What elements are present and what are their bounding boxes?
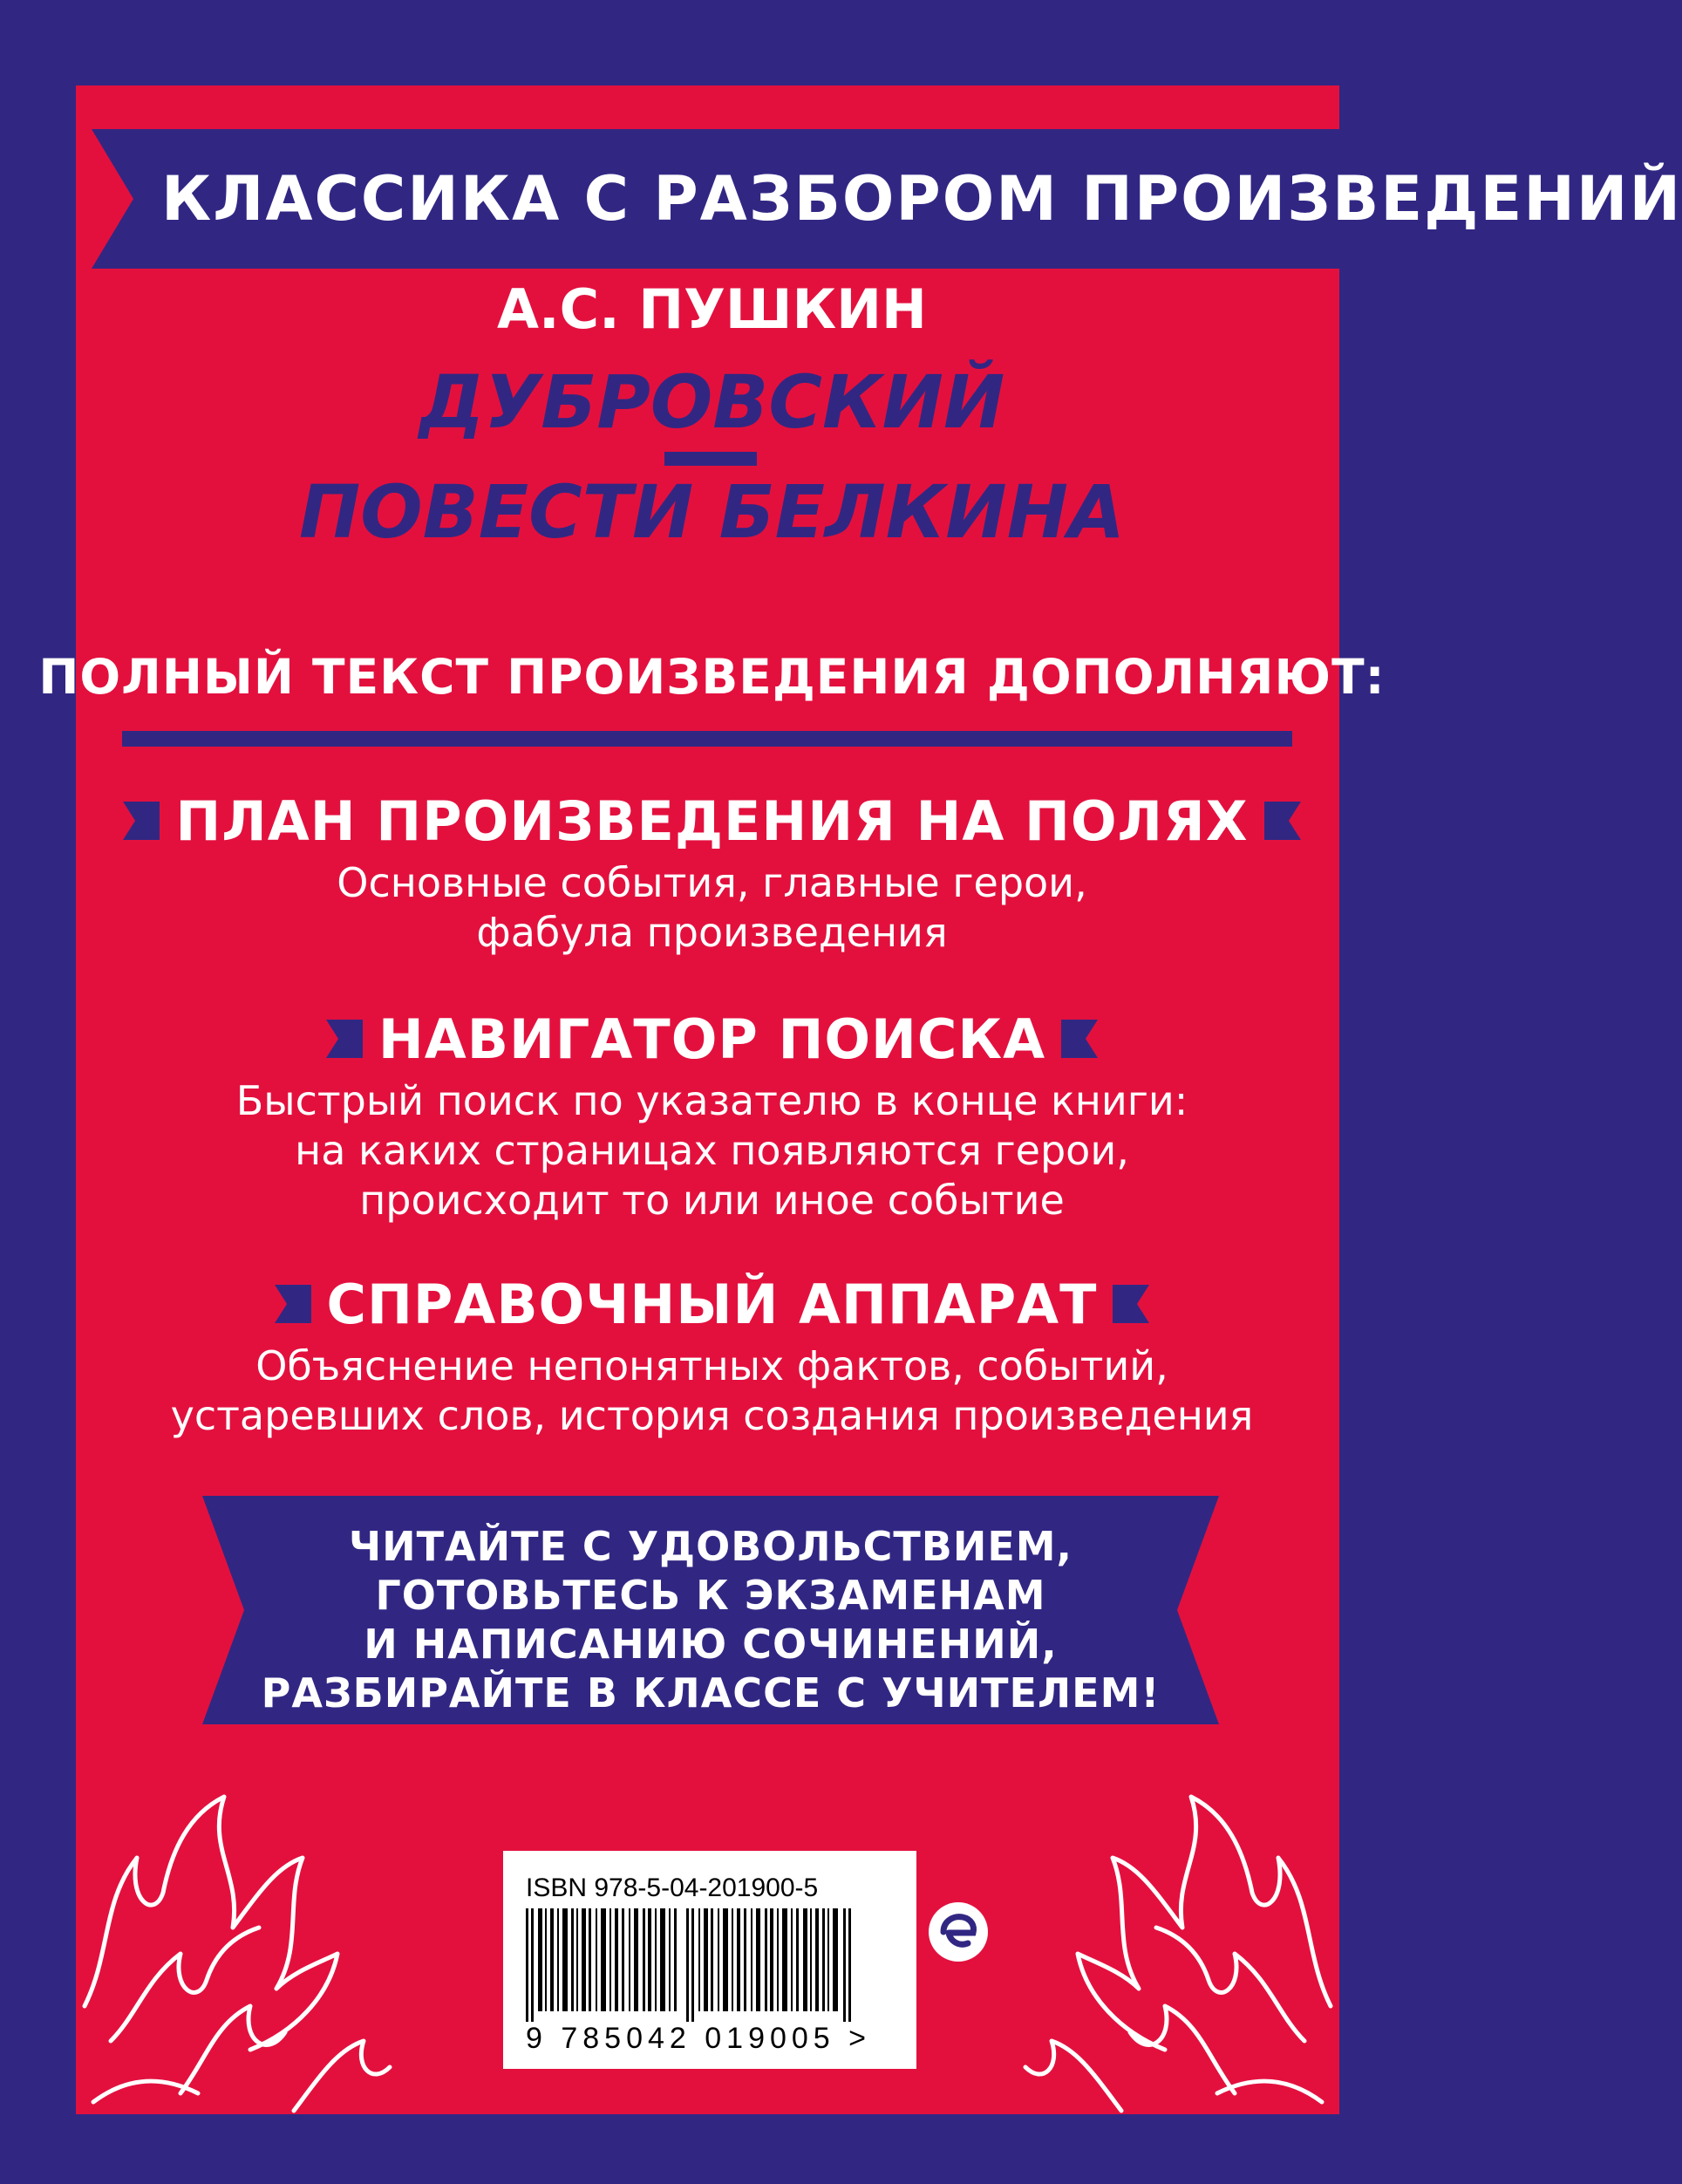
left-flag-icon	[123, 802, 160, 840]
barcode-digits: 9 785042 019005 >	[526, 2022, 872, 2055]
eksmo-logo-icon	[926, 1900, 991, 1964]
feature-text-line: на каких страницах появляются герои,	[295, 1127, 1129, 1174]
slogan-line: И НАПИСАНИЮ СОЧИНЕНИЙ,	[364, 1621, 1058, 1668]
barcode-icon	[526, 1908, 862, 2022]
feature-text-line: фабула произведения	[476, 909, 948, 956]
slogan-banner	[202, 1496, 1219, 1724]
isbn-block	[503, 1851, 916, 2069]
title-dash	[664, 452, 757, 466]
lead-divider	[122, 731, 1292, 747]
feature-section-reference	[0, 1266, 1424, 1441]
feature-text-line: Быстрый поиск по указателю в конце книги:	[235, 1077, 1188, 1124]
slogan-line: ГОТОВЬТЕСЬ К ЭКЗАМЕНАМ	[375, 1572, 1046, 1619]
right-flag-icon	[1113, 1285, 1149, 1323]
book-title-line1: ДУБРОВСКИЙ	[419, 359, 1005, 445]
feature-text-line: устаревших слов, история создания произведения	[170, 1392, 1254, 1439]
feature-heading: НАВИГАТОР ПОИСКА	[378, 1007, 1046, 1071]
book-author: А.С. ПУШКИН	[497, 277, 927, 341]
right-flag-icon	[1264, 802, 1301, 840]
feature-text-line: Основные события, главные герои,	[337, 859, 1087, 906]
slogan-line: РАЗБИРАЙТЕ В КЛАССЕ С УЧИТЕЛЕМ!	[261, 1669, 1161, 1716]
feature-heading: СПРАВОЧНЫЙ АППАРАТ	[326, 1272, 1098, 1336]
left-flag-icon	[275, 1285, 311, 1323]
right-flag-icon	[1061, 1020, 1098, 1058]
series-banner-label: КЛАССИКА С РАЗБОРОМ ПРОИЗВЕДЕНИЙ	[161, 163, 1682, 235]
feature-section-navigator	[0, 1001, 1424, 1225]
book-title-line2: ПОВЕСТИ БЕЛКИНА	[298, 469, 1126, 555]
slogan-line: ЧИТАЙТЕ С УДОВОЛЬСТВИЕМ,	[348, 1523, 1073, 1570]
left-flag-icon	[326, 1020, 363, 1058]
feature-text-line: Объяснение непонятных фактов, событий,	[255, 1342, 1168, 1389]
lead-heading: ПОЛНЫЙ ТЕКСТ ПРОИЗВЕДЕНИЯ ДОПОЛНЯЮТ:	[38, 649, 1386, 705]
feature-heading: ПЛАН ПРОИЗВЕДЕНИЯ НА ПОЛЯХ	[175, 788, 1249, 853]
isbn-label: ISBN 978-5-04-201900-5	[526, 1873, 819, 1902]
series-banner	[92, 129, 1682, 269]
feature-text-line: происходит то или иное событие	[359, 1177, 1065, 1224]
feature-section-plan	[0, 783, 1424, 958]
